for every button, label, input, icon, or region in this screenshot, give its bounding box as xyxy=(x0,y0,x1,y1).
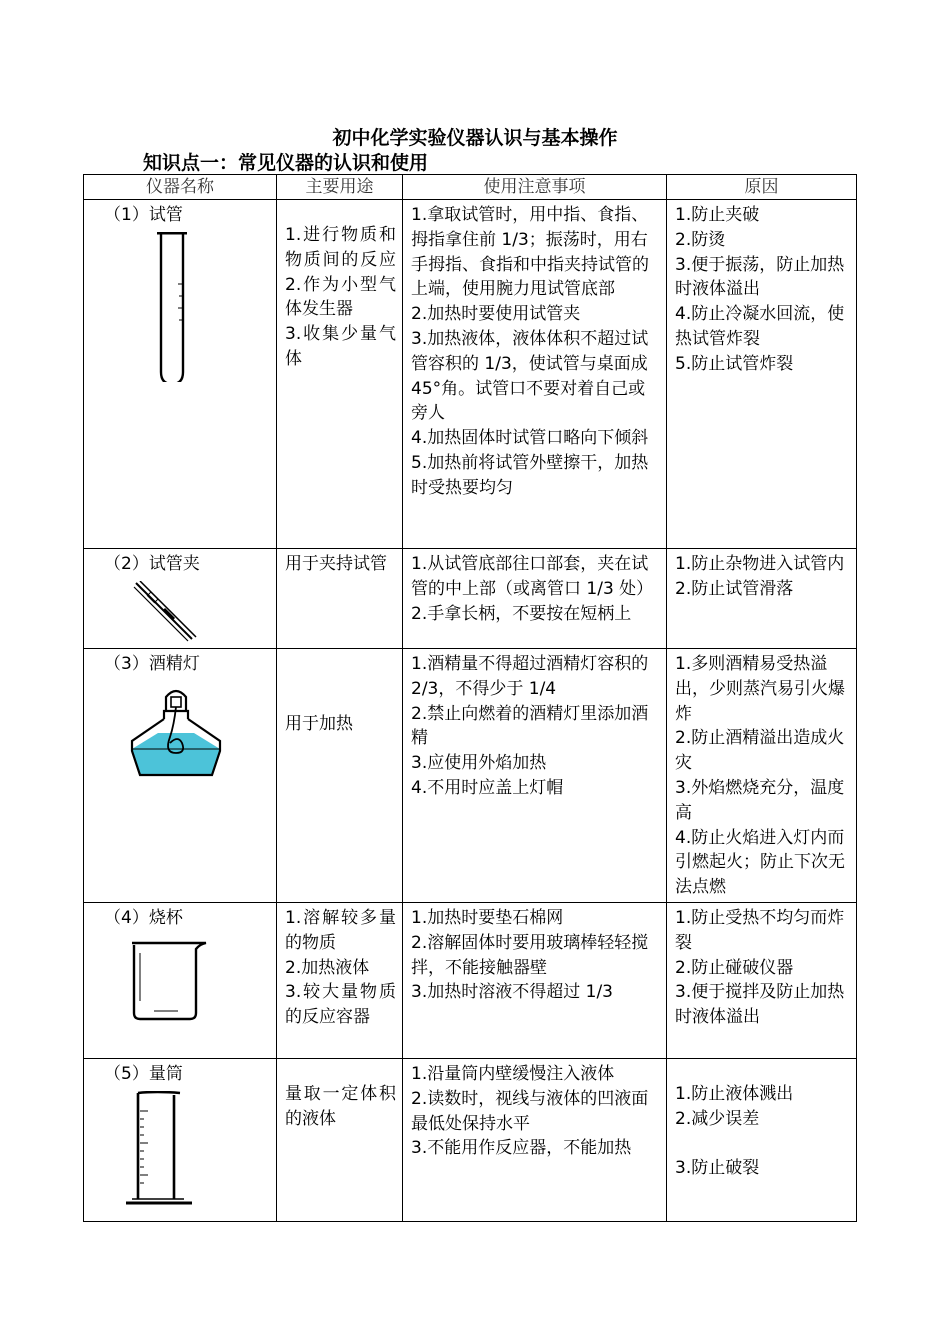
instrument-name: （1）试管 xyxy=(104,205,183,225)
notes-cell xyxy=(403,200,667,549)
table-row xyxy=(84,200,857,549)
instrument-name: （4）烧杯 xyxy=(104,907,183,928)
header-precautions: 使用注意事项 xyxy=(403,175,667,200)
instrument-name: （5）量筒 xyxy=(104,1063,183,1084)
reason-cell xyxy=(667,902,857,1058)
header-reason: 原因 xyxy=(667,175,857,200)
reason-cell xyxy=(667,649,857,903)
note-line: 1.沿量筒内壁缓慢注入液体 xyxy=(411,1063,615,1084)
reason-line: 1.多则酒精易受热溢出，少则蒸汽易引火爆炸 xyxy=(675,654,845,724)
use-cell xyxy=(277,902,403,1058)
beaker-icon xyxy=(104,935,254,1025)
use-cell xyxy=(277,549,403,649)
use-line: 3.收集少量气体 xyxy=(285,324,396,369)
note-line: 1.从试管底部往口部套，夹在试管的中上部（或离管口 1/3 处） xyxy=(411,554,654,599)
table-row xyxy=(84,549,857,649)
reason-line: 4.防止火焰进入灯内而引燃起火；防止下次无法点燃 xyxy=(675,827,845,898)
table-row xyxy=(84,902,857,1058)
reason-cell xyxy=(667,200,857,549)
reason-line: 4.防止冷凝水回流，使热试管炸裂 xyxy=(675,304,845,349)
notes-cell xyxy=(403,902,667,1058)
notes-cell xyxy=(403,549,667,649)
graduated-cylinder-icon xyxy=(104,1091,254,1215)
note-line: 2.手拿长柄，不要按在短柄上 xyxy=(411,603,632,624)
reason-line: 3.外焰燃烧充分，温度高 xyxy=(675,777,845,823)
reason-cell xyxy=(667,1058,857,1221)
reason-line: 3.便于搅拌及防止加热时液体溢出 xyxy=(675,982,845,1028)
use-cell xyxy=(277,649,403,903)
reason-line: 3.防止破裂 xyxy=(675,1157,760,1178)
reason-line: 2.防止碰破仪器 xyxy=(675,957,794,978)
note-line: 5.加热前将试管外壁擦干，加热时受热要均匀 xyxy=(411,452,649,498)
instrument-cell xyxy=(84,649,277,903)
note-line: 2.禁止向燃着的酒精灯里添加酒精 xyxy=(411,703,649,749)
note-line: 1.酒精量不得超过酒精灯容积的 2/3，不得少于 1/4 xyxy=(411,654,649,699)
instrument-name: （3）酒精灯 xyxy=(104,654,200,674)
reason-line: 3.便于振荡，防止加热时液体溢出 xyxy=(675,254,845,300)
test-tube-icon xyxy=(104,232,254,382)
instrument-name: （2）试管夹 xyxy=(104,554,200,574)
use-line: 3.较大量物质的反应容器 xyxy=(285,982,396,1028)
note-line: 3.不能用作反应器，不能加热 xyxy=(411,1138,632,1159)
note-line: 2.加热时要使用试管夹 xyxy=(411,304,581,325)
instrument-cell xyxy=(84,1058,277,1221)
use-line: 1.溶解较多量的物质 xyxy=(285,907,396,953)
use-line: 用于加热 xyxy=(285,714,353,734)
test-tube-clamp-icon xyxy=(104,581,254,643)
note-line: 2.读数时，视线与液体的凹液面最低处保持水平 xyxy=(411,1088,649,1134)
use-line: 量取一定体积的液体 xyxy=(285,1083,396,1129)
notes-cell xyxy=(403,1058,667,1221)
note-line: 3.应使用外焰加热 xyxy=(411,753,547,774)
use-line: 1.进行物质和物质间的反应 2.作为小型气体发生器 xyxy=(285,225,396,320)
table-row xyxy=(84,1058,857,1221)
reason-cell xyxy=(667,549,857,649)
note-line: 1.加热时要垫石棉网 xyxy=(411,907,564,928)
use-line: 用于夹持试管 xyxy=(285,554,387,574)
table-header-row xyxy=(84,175,857,200)
reason-line: 2.防烫 xyxy=(675,229,726,250)
notes-cell xyxy=(403,649,667,903)
reason-line: 2.防止试管滑落 xyxy=(675,578,794,599)
reason-line: 1.防止受热不均匀而炸裂 xyxy=(675,907,845,953)
header-instrument-name: 仪器名称 xyxy=(84,175,277,200)
use-cell xyxy=(277,1058,403,1221)
instrument-cell xyxy=(84,549,277,649)
note-line: 4.加热固体时试管口略向下倾斜 xyxy=(411,428,649,449)
note-line: 2.溶解固体时要用玻璃棒轻轻搅拌，不能接触器壁 xyxy=(411,932,649,978)
page-title: 初中化学实验仪器认识与基本操作 xyxy=(332,127,618,149)
reason-line: 1.防止夹破 xyxy=(675,205,760,225)
header-main-use: 主要用途 xyxy=(277,175,403,200)
use-cell xyxy=(277,200,403,549)
reason-line: 2.防止酒精溢出造成火灾 xyxy=(675,728,845,774)
use-line: 2.加热液体 xyxy=(285,957,370,978)
note-line: 1.拿取试管时，用中指、食指、拇指拿住前 1/3；振荡时，用右手拇指、食指和中指夹持试管的上端，使用腕力甩试管底部 xyxy=(411,205,649,300)
note-line: 3.加热时溶液不得超过 1/3 xyxy=(411,982,613,1003)
note-line: 3.加热液体，液体体积不超过试管容积的 1/3，使试管与桌面成 45°角。试管口不要对着自己或旁人 xyxy=(411,328,649,424)
instrument-table xyxy=(83,174,857,1222)
section-title: 知识点一：常见仪器的认识和使用 xyxy=(143,152,429,174)
note-line: 4.不用时应盖上灯帽 xyxy=(411,777,564,798)
reason-line: 1.防止杂物进入试管内 xyxy=(675,554,845,574)
table-row xyxy=(84,649,857,903)
instrument-cell xyxy=(84,902,277,1058)
reason-line: 5.防止试管炸裂 xyxy=(675,353,794,374)
reason-line: 2.减少误差 xyxy=(675,1108,760,1129)
instrument-cell xyxy=(84,200,277,549)
reason-line: 1.防止液体溅出 xyxy=(675,1083,794,1104)
alcohol-lamp-icon xyxy=(104,681,254,781)
